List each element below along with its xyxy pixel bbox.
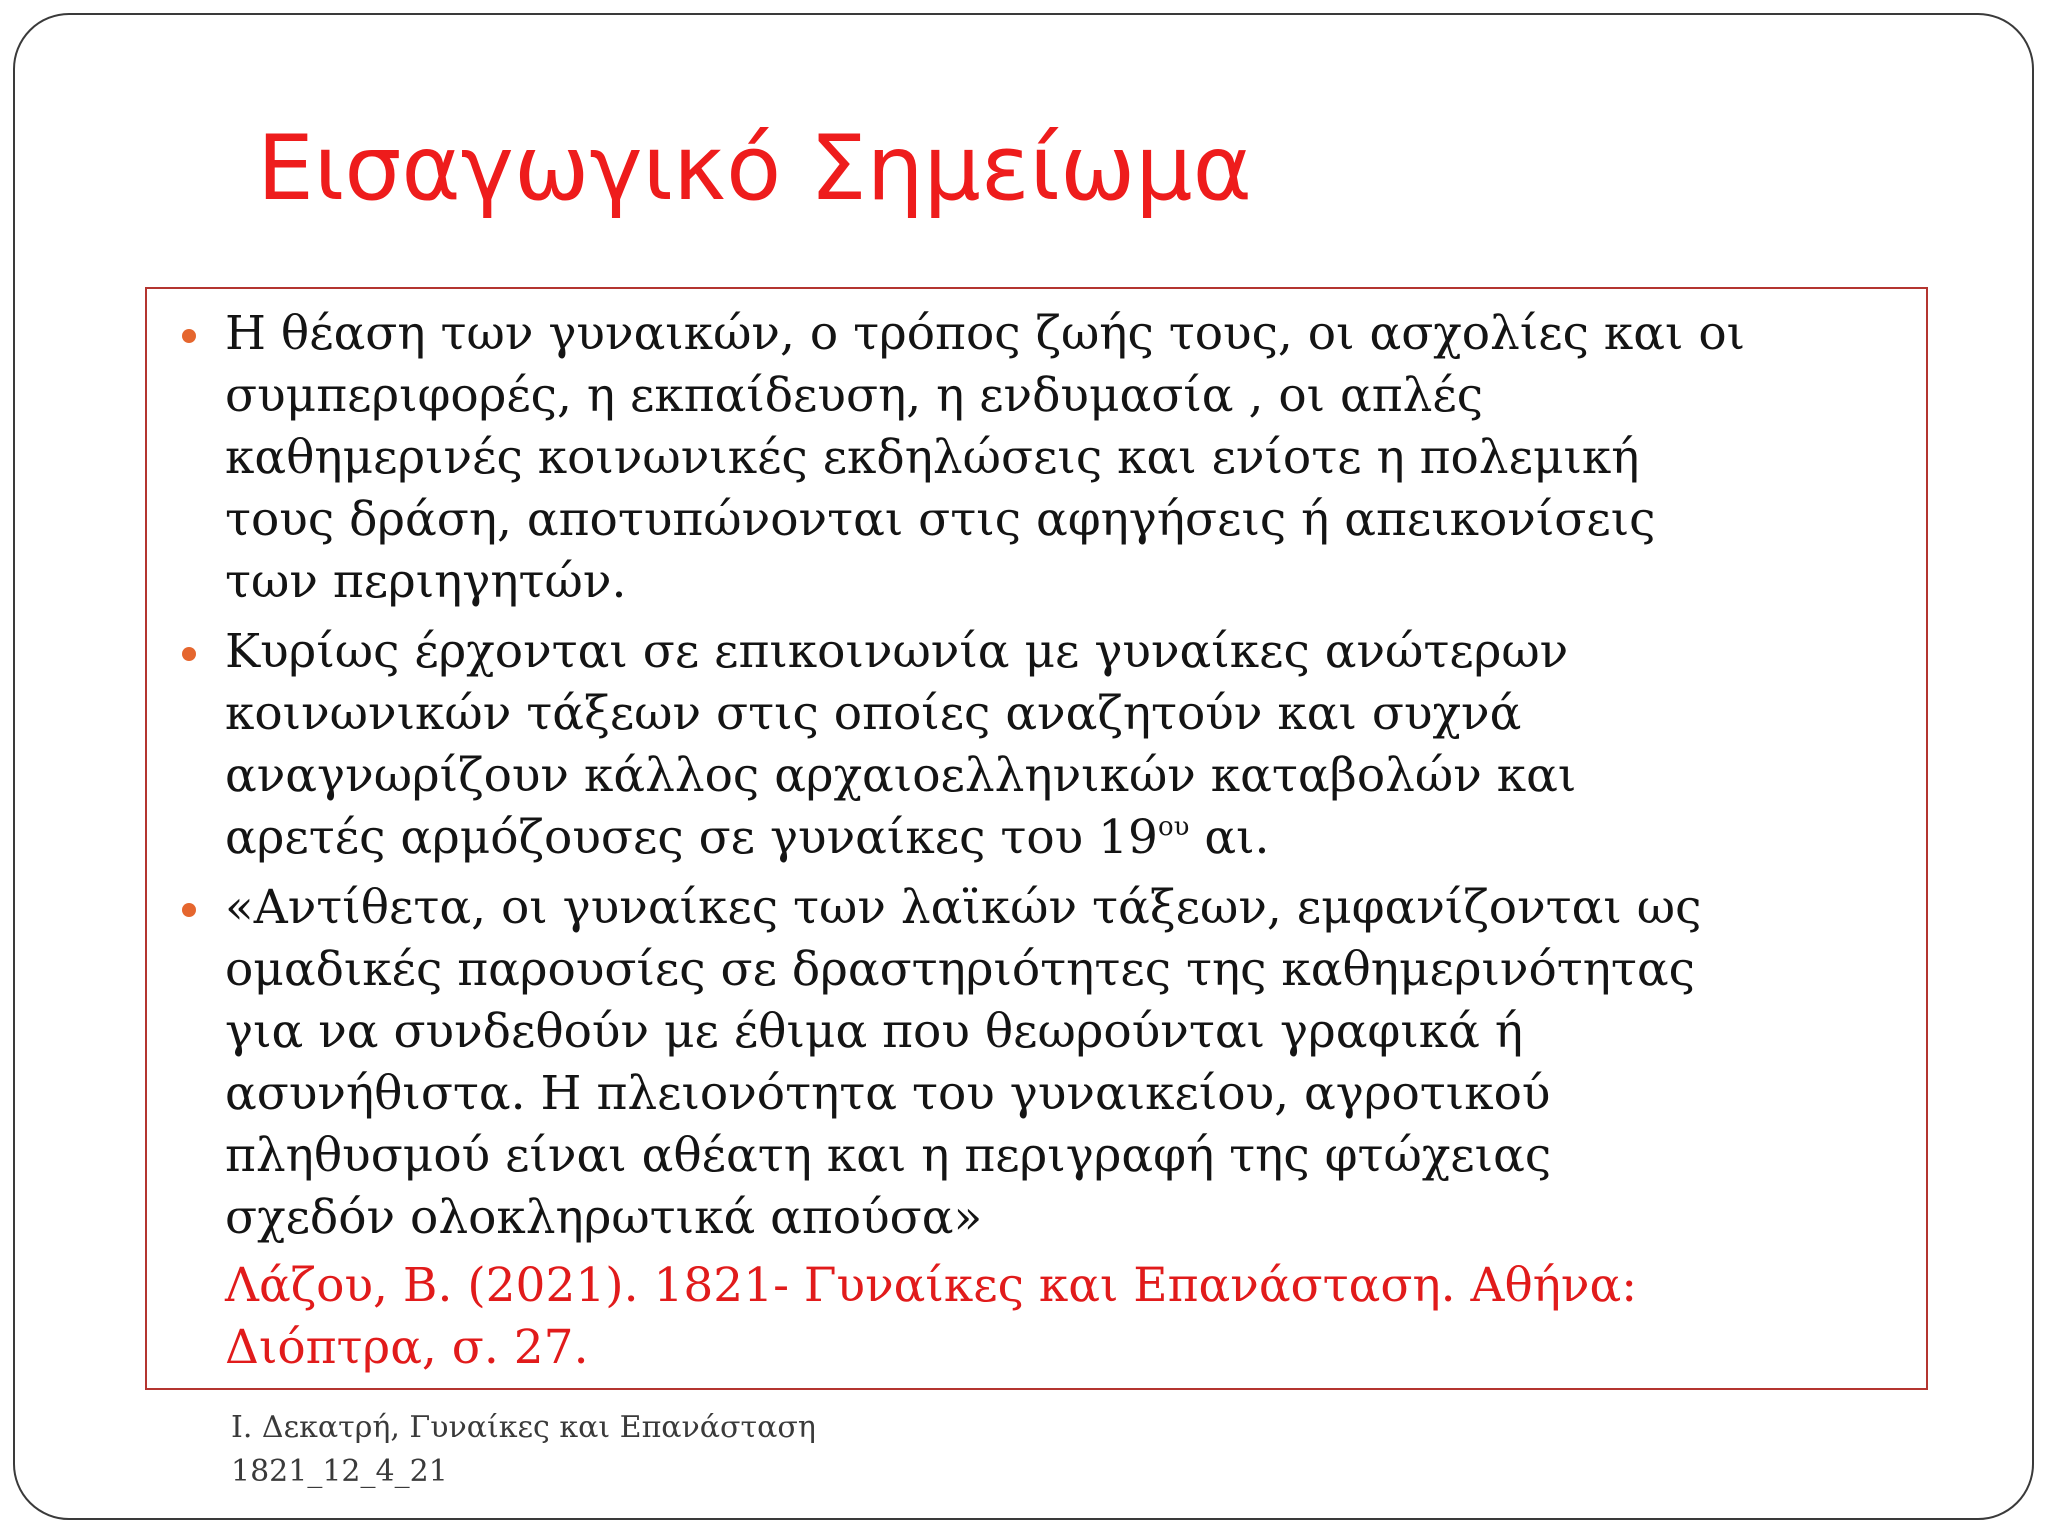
footer-date-line: 1821_12_4_21 <box>231 1454 448 1489</box>
bullet-line: «Αντίθετα, οι γυναίκες των λαϊκών τάξεων, εμφανίζονται ως <box>225 880 1702 935</box>
bullet-item-women-depiction <box>147 303 1926 613</box>
bullet-line-with-superscript <box>225 807 1906 869</box>
bullet-line: των περιηγητών. <box>225 554 627 609</box>
bullet-item-upper-classes <box>147 621 1926 869</box>
slide-footer <box>231 1406 816 1494</box>
bullet-dot-icon <box>182 647 196 661</box>
citation-line: Διόπτρα, σ. 27. <box>225 1320 589 1375</box>
bullet-line: συμπεριφορές, η εκπαίδευση, η ενδυμασία , οι απλές <box>225 368 1484 423</box>
bullet-line-text-end: αι. <box>1189 810 1270 865</box>
ordinal-superscript: ου <box>1157 812 1190 842</box>
bullet-line: ομαδικές παρουσίες σε δραστηριότητες της καθημερινότητας <box>225 942 1695 997</box>
bullet-line: αναγνωρίζουν κάλλος αρχαιοελληνικών καταβολών και <box>225 748 1577 803</box>
bullet-line: πληθυσμού είναι αθέατη και η περιγραφή της φτώχειας <box>225 1128 1552 1183</box>
bullet-dot-icon <box>182 329 196 343</box>
bullet-item-lower-classes-quote <box>147 877 1926 1249</box>
citation-line: Λάζου, Β. (2021). 1821- Γυναίκες και Επανάσταση. Αθήνα: <box>225 1258 1638 1313</box>
bullet-line: για να συνδεθούν με έθιμα που θεωρούνται γραφικά ή <box>225 1004 1523 1059</box>
bullet-line: κοινωνικών τάξεων στις οποίες αναζητούν και συχνά <box>225 686 1522 741</box>
bullet-dot-icon <box>182 903 196 917</box>
citation <box>225 1255 1637 1379</box>
bullet-line: καθημερινές κοινωνικές εκδηλώσεις και ενίοτε η πολεμική <box>225 430 1640 485</box>
bullet-line: Κυρίως έρχονται σε επικοινωνία με γυναίκες ανώτερων <box>225 624 1569 679</box>
bullet-line: Η θέαση των γυναικών, ο τρόπος ζωής τους, οι ασχολίες και οι <box>225 306 1746 361</box>
footer-author-line: Ι. Δεκατρή, Γυναίκες και Επανάσταση <box>231 1410 816 1445</box>
slide-title: Εισαγωγικό Σημείωμα <box>257 116 1252 221</box>
slide-frame <box>13 13 2034 1520</box>
bullet-line: σχεδόν ολοκληρωτικά απούσα» <box>225 1190 983 1245</box>
content-box <box>145 287 1928 1390</box>
bullet-line-text: αρετές αρμόζουσες σε γυναίκες του 19 <box>225 810 1158 865</box>
bullet-line: ασυνήθιστα. Η πλειονότητα του γυναικείου, αγροτικού <box>225 1066 1551 1121</box>
bullet-line: τους δράση, αποτυπώνονται στις αφηγήσεις ή απεικονίσεις <box>225 492 1656 547</box>
bullet-list <box>147 303 1926 1257</box>
